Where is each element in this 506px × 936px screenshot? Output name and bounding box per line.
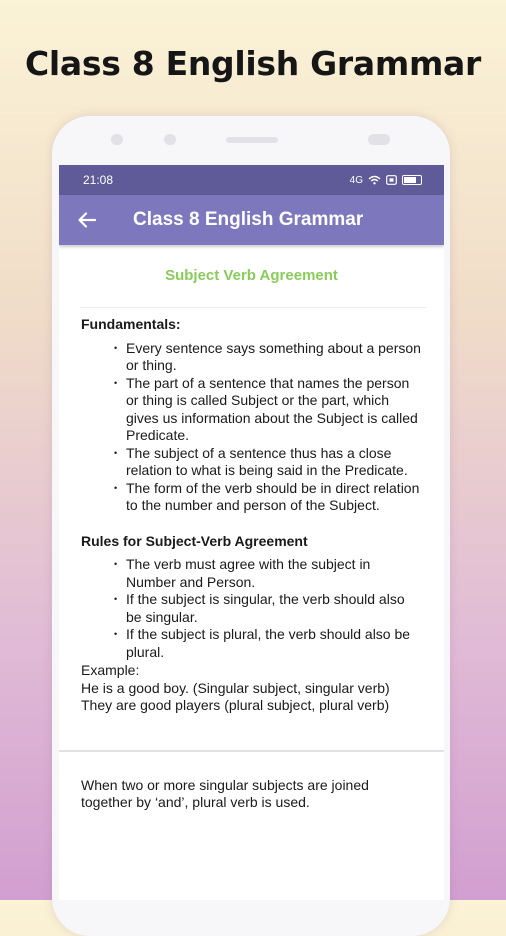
example-text: He is a good boy. (Singular subject, singular verb) <box>81 679 390 696</box>
status-icons <box>350 175 422 186</box>
fundamentals-heading: Fundamentals: <box>81 316 181 332</box>
rules-heading: Rules for Subject-Verb Agreement <box>81 532 308 549</box>
list-item: • Every sentence says something about a person or thing. <box>126 340 424 375</box>
list-item: • If the subject is singular, the verb should also be singular. <box>126 591 424 626</box>
status-time: 21:08 <box>83 173 114 187</box>
fundamentals-list <box>81 340 424 515</box>
rules-list <box>81 556 424 661</box>
example-label: Example: <box>81 662 140 678</box>
list-item: • The verb must agree with the subject in Number and Person. <box>126 556 424 591</box>
back-arrow-icon[interactable] <box>59 212 117 228</box>
list-item: • The form of the verb should be in direct relation to the number and person of the Subject. <box>126 480 424 515</box>
phone-screen <box>59 165 444 900</box>
status-bar <box>59 165 444 195</box>
camera-dot <box>111 134 123 145</box>
wifi-icon <box>368 175 381 185</box>
sensor-dot <box>164 134 176 145</box>
next-paragraph: When two or more singular subjects are joined together by ‘and’, plural verb is used. <box>81 776 369 810</box>
lesson-content <box>59 316 444 715</box>
example-text: They are good players (plural subject, plural verb) <box>81 697 390 713</box>
list-item: • The part of a sentence that names the person or thing is called Subject or the part, which gives us information about the Subject is called Predicate. <box>126 375 424 445</box>
list-item: • The subject of a sentence thus has a close relation to what is being said in the Predicate. <box>126 445 424 480</box>
divider <box>80 307 426 308</box>
signal-icon: 4G <box>349 174 363 186</box>
list-item: • If the subject is plural, the verb should also be plural. <box>126 626 424 661</box>
speaker-grille <box>226 137 278 143</box>
battery-icon <box>402 175 422 185</box>
app-bar <box>59 195 444 245</box>
app-bar-title: Class 8 English Grammar <box>133 209 364 230</box>
lesson-title: Subject Verb Agreement <box>165 267 338 284</box>
camera-lens <box>368 134 390 145</box>
promo-headline: Class 8 English Grammar <box>25 44 481 83</box>
screen-record-icon <box>386 175 397 185</box>
